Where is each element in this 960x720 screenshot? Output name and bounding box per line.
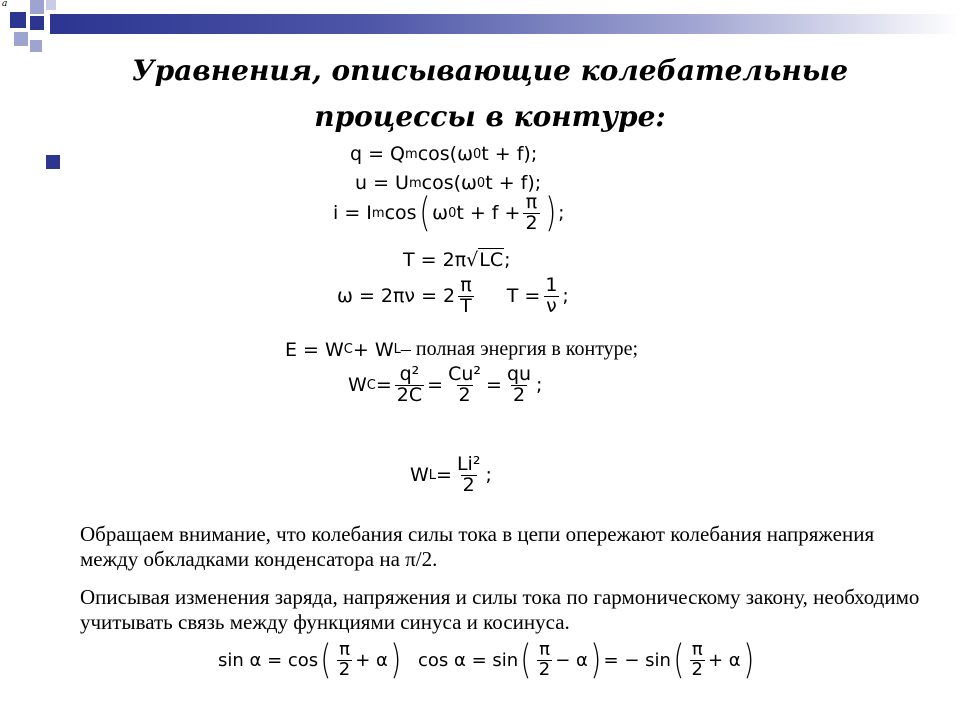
note-phase-shift: Обращаем внимание, что колебания силы тока в цепи опережают колебания напряжения между обкладками конденсатора на π/2. xyxy=(80,522,875,571)
equation-electric-energy: W C = $\frac{\text{q²}}{2C}$ = $\frac{\text{Cu²}}{2}$ = $\frac{qu}{2}$ ; xyxy=(348,363,543,406)
corner-square xyxy=(30,40,42,52)
header-gradient-bar xyxy=(50,14,960,34)
corner-letter: a xyxy=(2,0,8,9)
equation-frequency: ω = 2πν = 2 $\frac{\pi}{T}$ T = $\frac{1}{\nu}$ ; xyxy=(337,274,569,317)
equation-voltage: u = U m cos(ω 0 t + f); xyxy=(355,172,542,194)
corner-square xyxy=(14,32,28,46)
equation-charge: q = Q m cos(ω 0 t + f); xyxy=(350,143,538,165)
identity-cos-sin: cos α = sin ( $\frac{\pi}{2}$ − α ) = − sin ( $\frac{\pi}{2}$ + α ) xyxy=(418,637,754,683)
equation-period: T = 2π √ LC ; xyxy=(403,248,511,271)
bullet-square-icon xyxy=(46,155,60,169)
note-sine-cosine: Описывая изменения заряда, напряжения и силы тока по гармоническому закону, необходимо учитывать связь между функциями синуса и косинуса. xyxy=(80,585,920,634)
slide-title-line2: процессы в контуре: xyxy=(314,100,666,133)
corner-square xyxy=(30,0,44,14)
corner-square xyxy=(30,16,44,30)
identity-sin-cos: sin α = cos ( $\frac{\pi}{2}$ + α ) xyxy=(218,637,402,683)
slide-title-line1: Уравнения, описывающие колебательные xyxy=(131,54,849,87)
equation-current: i = I m cos ( ω 0 t + f + $\frac{\pi}{2}$ ) ; xyxy=(333,190,565,237)
equation-energy: E = W C + W L – полная энергия в контуре; xyxy=(285,338,639,361)
corner-square xyxy=(46,0,56,10)
corner-square xyxy=(10,12,26,28)
equation-magnetic-energy: W L = $\frac{\text{Li²}}{2}$ ; xyxy=(410,453,492,496)
